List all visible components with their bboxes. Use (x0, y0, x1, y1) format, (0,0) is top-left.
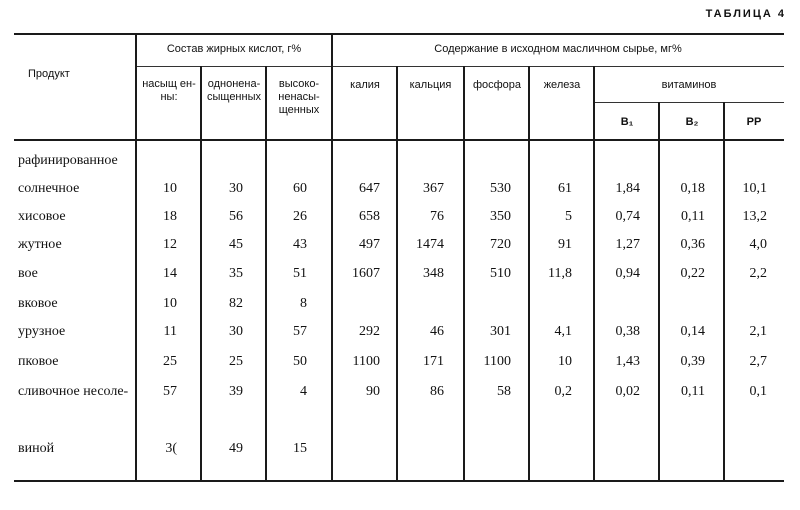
table-cell: 0,36 (680, 237, 705, 252)
header-bottom-rule (14, 139, 784, 141)
table-cell: 0,02 (615, 384, 640, 399)
table-cell: 10 (163, 296, 177, 311)
table-cell: 12 (163, 237, 177, 252)
row-label: вое (18, 266, 38, 281)
table-title: ТАБЛИЦА 4 (705, 8, 786, 20)
table-cell: 0,94 (615, 266, 640, 281)
row-label: солнечное (18, 181, 80, 196)
table-cell: 292 (359, 324, 380, 339)
table-cell: 13,2 (742, 209, 767, 224)
table-cell: 647 (359, 181, 380, 196)
header-vitamins: витаминов (661, 79, 717, 91)
table-cell: 10 (558, 354, 572, 369)
header-polyunsaturated: высоко- ненасы- щенных (278, 78, 320, 116)
table-top-rule (14, 33, 784, 35)
row-label: пковое (18, 354, 59, 369)
header-potassium: калия (350, 79, 380, 91)
table-cell: 25 (163, 354, 177, 369)
table-cell: 497 (359, 237, 380, 252)
table-cell: 11,8 (548, 266, 572, 281)
vitamins-subrule (594, 102, 784, 103)
header-vitamin-b2: B₂ (685, 116, 699, 128)
table-cell: 0,11 (681, 209, 705, 224)
table-cell: 11 (163, 324, 177, 339)
table-cell: 49 (229, 441, 243, 456)
table-cell: 26 (293, 209, 307, 224)
table-cell: 3( (165, 441, 177, 456)
table-cell: 30 (229, 181, 243, 196)
table-cell: 1607 (352, 266, 380, 281)
header-product: Продукт (28, 68, 70, 80)
table-cell: 171 (423, 354, 444, 369)
table-cell: 51 (293, 266, 307, 281)
column-divider-saturated (200, 66, 202, 482)
table-cell: 0,38 (615, 324, 640, 339)
table-cell: 0,1 (749, 384, 767, 399)
table-cell: 10,1 (742, 181, 767, 196)
row-label: вковое (18, 296, 58, 311)
header-vitamin-pp: PP (746, 116, 762, 128)
table-cell: 1,84 (615, 181, 640, 196)
table-cell: 30 (229, 324, 243, 339)
table-cell: 350 (490, 209, 511, 224)
column-divider-potassium (396, 66, 398, 482)
table-cell: 39 (229, 384, 243, 399)
header-iron: железа (543, 79, 581, 91)
header-content-group: Содержание в исходном масличном сырье, мг% (434, 43, 682, 55)
row-label: сливочное несоле- (18, 384, 129, 399)
table-cell: 10 (163, 181, 177, 196)
table-cell: 530 (490, 181, 511, 196)
table-cell: 0,14 (680, 324, 705, 339)
row-label: хисовое (18, 209, 66, 224)
table-cell: 2,7 (749, 354, 767, 369)
table-cell: 50 (293, 354, 307, 369)
table-cell: 367 (423, 181, 444, 196)
row-label: рафинированное (18, 153, 118, 168)
table-cell: 1,43 (615, 354, 640, 369)
table-cell: 0,39 (680, 354, 705, 369)
table-cell: 60 (293, 181, 307, 196)
table-cell: 348 (423, 266, 444, 281)
table-cell: 0,11 (681, 384, 705, 399)
table-cell: 8 (300, 296, 307, 311)
header-monounsaturated: однонена- сыщенных (206, 78, 261, 103)
table-cell: 82 (229, 296, 243, 311)
table-cell: 720 (490, 237, 511, 252)
table-cell: 1100 (352, 354, 380, 369)
table-cell: 4 (300, 384, 307, 399)
table-cell: 90 (366, 384, 380, 399)
table-cell: 46 (430, 324, 444, 339)
column-divider-calcium (463, 66, 465, 482)
column-divider-mono (265, 66, 267, 482)
table-cell: 0,22 (680, 266, 705, 281)
table-cell: 0,74 (615, 209, 640, 224)
table-cell: 2,2 (749, 266, 767, 281)
table-cell: 4,1 (554, 324, 572, 339)
column-divider-b1 (658, 102, 660, 482)
column-divider-b2 (723, 102, 725, 482)
table-cell: 658 (359, 209, 380, 224)
table-cell: 86 (430, 384, 444, 399)
table-cell: 35 (229, 266, 243, 281)
table-cell: 0,2 (554, 384, 572, 399)
row-label: жутное (18, 237, 62, 252)
table-cell: 510 (490, 266, 511, 281)
table-cell: 2,1 (749, 324, 767, 339)
table-cell: 57 (293, 324, 307, 339)
header-saturated: насыщ ен- ны: (142, 78, 196, 103)
table-cell: 25 (229, 354, 243, 369)
table-cell: 18 (163, 209, 177, 224)
column-divider-phosphorus (528, 66, 530, 482)
table-cell: 57 (163, 384, 177, 399)
row-label: виной (18, 441, 55, 456)
table-cell: 58 (497, 384, 511, 399)
header-fatty-acids-group: Состав жирных кислот, г% (166, 43, 302, 55)
fatty-acids-subrule (136, 66, 332, 67)
header-phosphorus: фосфора (472, 79, 522, 91)
table-cell: 5 (565, 209, 572, 224)
table-bottom-rule (14, 480, 784, 482)
table-cell: 15 (293, 441, 307, 456)
row-label: урузное (18, 324, 66, 339)
header-vitamin-b1: B₁ (620, 116, 634, 128)
table-cell: 43 (293, 237, 307, 252)
table-cell: 0,18 (680, 181, 705, 196)
table-cell: 301 (490, 324, 511, 339)
content-subrule (332, 66, 784, 67)
header-calcium: кальция (409, 79, 452, 91)
table-cell: 1100 (483, 354, 511, 369)
table-cell: 1,27 (615, 237, 640, 252)
table-cell: 45 (229, 237, 243, 252)
table-cell: 4,0 (749, 237, 767, 252)
table-cell: 56 (229, 209, 243, 224)
table-cell: 61 (558, 181, 572, 196)
table-cell: 91 (558, 237, 572, 252)
table-cell: 14 (163, 266, 177, 281)
table-cell: 1474 (416, 237, 444, 252)
table-cell: 76 (430, 209, 444, 224)
